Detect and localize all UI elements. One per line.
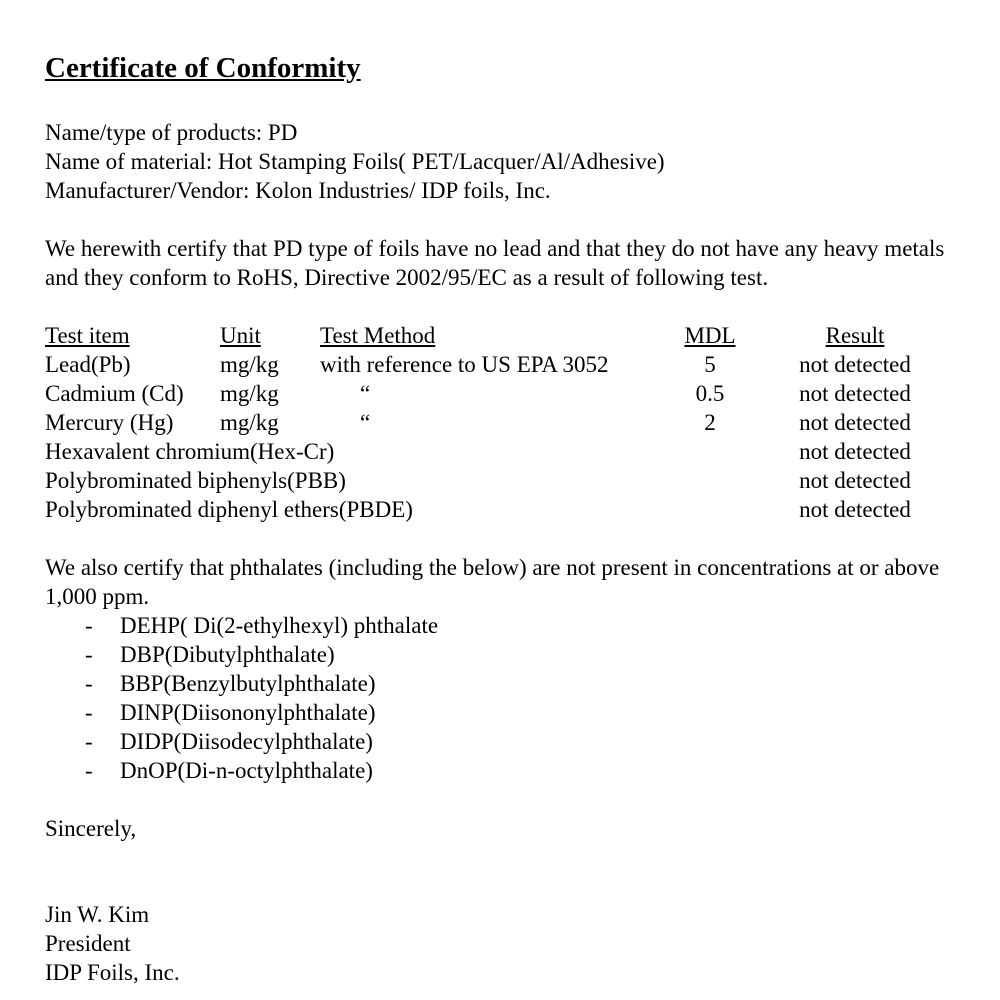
- phthalates-statement: We also certify that phthalates (including the below) are not present in concentrations at or above 1,000 ppm.: [45, 555, 940, 609]
- cell-item: Polybrominated diphenyl ethers(PBDE): [45, 497, 413, 522]
- certificate-document: [45, 50, 975, 987]
- signatory-position: President: [45, 931, 131, 956]
- cell-method: “: [360, 410, 371, 435]
- list-item-text: DIDP(Diisodecylphthalate): [120, 729, 373, 754]
- list-item: [85, 640, 975, 669]
- cell-item: Mercury (Hg): [45, 410, 174, 435]
- list-item: [85, 669, 975, 698]
- header-test-method: Test Method: [320, 323, 436, 348]
- list-item-text: DBP(Dibutylphthalate): [120, 642, 335, 667]
- cell-unit: mg/kg: [220, 381, 279, 406]
- cell-result: not detected: [799, 439, 911, 464]
- table-row: [45, 350, 950, 379]
- list-item: [85, 727, 975, 756]
- list-item-text: DEHP( Di(2-ethylhexyl) phthalate: [120, 613, 439, 638]
- bullet-dash: -: [85, 642, 93, 667]
- bullet-dash: -: [85, 700, 93, 725]
- cell-result: not detected: [799, 410, 911, 435]
- product-type-line: Name/type of products: PD: [45, 120, 298, 145]
- table-row: [45, 408, 950, 437]
- list-item-text: DINP(Diisononylphthalate): [120, 700, 376, 725]
- bullet-dash: -: [85, 729, 93, 754]
- closing-salutation: Sincerely,: [45, 816, 137, 841]
- cell-item: Cadmium (Cd): [45, 381, 184, 406]
- header-test-item: Test item: [45, 323, 130, 348]
- cell-unit: mg/kg: [220, 410, 279, 435]
- signature-block: [45, 900, 975, 987]
- list-item-text: BBP(Benzylbutylphthalate): [120, 671, 376, 696]
- list-item: [85, 698, 975, 727]
- cell-mdl: 0.5: [695, 381, 725, 406]
- list-item: [85, 756, 975, 785]
- bullet-dash: -: [85, 758, 93, 783]
- header-unit: Unit: [220, 323, 261, 348]
- product-info: [45, 118, 975, 205]
- cell-result: not detected: [799, 497, 911, 522]
- header-mdl: MDL: [684, 323, 736, 348]
- material-line: Name of material: Hot Stamping Foils( PET/Lacquer/Al/Adhesive): [45, 149, 665, 174]
- phthalates-list: [45, 611, 975, 785]
- table-row: [45, 379, 950, 408]
- test-results-table: [45, 321, 950, 524]
- cell-item: Hexavalent chromium(Hex-Cr): [45, 439, 335, 464]
- cell-mdl: 5: [704, 352, 716, 377]
- bullet-dash: -: [85, 671, 93, 696]
- cell-method: “: [360, 381, 371, 406]
- cell-item: Polybrominated biphenyls(PBB): [45, 468, 346, 493]
- list-item-text: DnOP(Di-n-octylphthalate): [120, 758, 373, 783]
- table-row: [45, 466, 950, 495]
- signatory-name: Jin W. Kim: [45, 902, 150, 927]
- document-title: Certificate of Conformity: [45, 52, 361, 84]
- cell-unit: mg/kg: [220, 352, 279, 377]
- table-row: [45, 437, 950, 466]
- manufacturer-line: Manufacturer/Vendor: Kolon Industries/ IDP foils, Inc.: [45, 178, 551, 203]
- list-item: [85, 611, 975, 640]
- cell-mdl: 2: [704, 410, 716, 435]
- cell-result: not detected: [799, 468, 911, 493]
- table-row: [45, 495, 950, 524]
- cell-item: Lead(Pb): [45, 352, 131, 377]
- bullet-dash: -: [85, 613, 93, 638]
- cell-method: with reference to US EPA 3052: [320, 352, 609, 377]
- signatory-company: IDP Foils, Inc.: [45, 960, 180, 985]
- cell-result: not detected: [799, 381, 911, 406]
- header-result: Result: [825, 323, 885, 348]
- table-header-row: [45, 321, 950, 350]
- certification-statement: We herewith certify that PD type of foils have no lead and that they do not have any heavy metals and they conform to RoHS, Directive 2002/95/EC as a result of following test.: [45, 236, 945, 290]
- cell-result: not detected: [799, 352, 911, 377]
